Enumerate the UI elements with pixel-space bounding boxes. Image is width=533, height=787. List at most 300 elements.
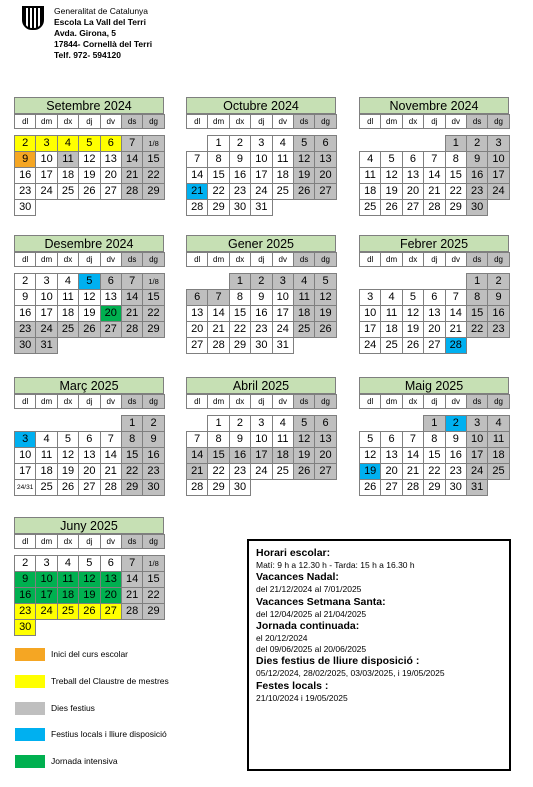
day-cell: 20 (100, 168, 121, 184)
legend-item (15, 728, 245, 742)
day-cell: 17 (466, 448, 487, 464)
day-cell: 18 (293, 306, 314, 322)
day-cell: 28 (100, 480, 121, 496)
legend-swatch-start (15, 648, 45, 661)
week-row (187, 448, 337, 464)
day-cell: 19 (293, 168, 314, 184)
day-cell: 8 (466, 290, 487, 306)
day-cell: 2 (143, 416, 164, 432)
weekday-label: dm (381, 253, 402, 267)
day-cell: 2 (488, 274, 509, 290)
weekday-label: dl (360, 395, 381, 409)
day-cell: 29 (143, 184, 164, 200)
weekday-label: dx (57, 253, 78, 267)
day-cell: 13 (187, 306, 208, 322)
day-cell: 1 (466, 274, 487, 290)
day-cell: 24/31 (15, 480, 36, 496)
day-cell: 23 (15, 184, 36, 200)
day-cell: 19 (293, 448, 314, 464)
day-cell: 26 (402, 338, 423, 354)
day-cell: 4 (57, 556, 78, 572)
day-cell: 11 (381, 306, 402, 322)
day-cell: 10 (251, 432, 272, 448)
day-cell: 21 (187, 464, 208, 480)
legend-item (15, 675, 245, 689)
weekday-label: dx (402, 395, 423, 409)
legend-item (15, 755, 245, 769)
week-row (360, 152, 510, 168)
day-cell: 10 (36, 290, 57, 306)
day-cell: 1 (445, 136, 466, 152)
day-cell: 30 (466, 200, 487, 216)
week-row (360, 416, 510, 432)
day-cell: 8 (208, 152, 229, 168)
month-calendar (14, 377, 164, 496)
day-cell: 30 (445, 480, 466, 496)
day-cell: 30 (143, 480, 164, 496)
day-cell: 28 (121, 604, 142, 620)
week-row (187, 480, 337, 496)
weekday-label: dg (315, 395, 336, 409)
day-cell: 9 (15, 572, 36, 588)
day-cell: 2 (15, 556, 36, 572)
day-cell: 27 (315, 184, 336, 200)
day-cell: 29 (445, 200, 466, 216)
weekday-label: dl (187, 115, 208, 129)
day-cell: 7 (121, 274, 142, 290)
day-cell: 25 (488, 464, 509, 480)
day-cell: 18 (57, 168, 78, 184)
header-line: Avda. Girona, 5 (54, 28, 117, 38)
day-cell: 5 (293, 416, 314, 432)
day-cell: 23 (229, 464, 250, 480)
day-cell: 30 (15, 338, 36, 354)
week-row (15, 464, 165, 480)
month-grid (186, 394, 337, 496)
week-row (360, 480, 510, 496)
day-cell: 13 (315, 152, 336, 168)
weekday-label: dv (272, 395, 293, 409)
day-cell: 3 (272, 274, 293, 290)
day-cell: 23 (251, 322, 272, 338)
day-cell: 29 (143, 322, 164, 338)
legend-label: Treball del Claustre de mestres (51, 676, 169, 686)
month-grid (359, 114, 510, 216)
day-cell: 29 (424, 480, 445, 496)
day-cell: 17 (36, 168, 57, 184)
day-cell: 24 (36, 322, 57, 338)
day-cell: 6 (381, 432, 402, 448)
weekday-label: dl (187, 395, 208, 409)
day-cell: 16 (466, 168, 487, 184)
month-title: Novembre 2024 (359, 97, 509, 114)
day-cell: 6 (100, 274, 121, 290)
weekday-label: dl (15, 115, 36, 129)
month-calendar (14, 97, 164, 216)
day-cell: 9 (229, 432, 250, 448)
day-cell: 2 (15, 274, 36, 290)
day-cell: 19 (79, 306, 100, 322)
day-cell: 21 (121, 588, 142, 604)
week-row (15, 290, 165, 306)
santa-text: del 12/04/2025 al 21/04/2025 (256, 608, 367, 619)
week-row (360, 464, 510, 480)
day-cell: 16 (488, 306, 509, 322)
day-cell: 11 (57, 290, 78, 306)
day-cell: 23 (15, 322, 36, 338)
day-cell: 22 (229, 322, 250, 338)
day-cell: 18 (57, 306, 78, 322)
day-cell: 12 (79, 290, 100, 306)
legend-label: Festius locals i lliure disposició (51, 729, 167, 739)
weekday-label: ds (466, 115, 487, 129)
day-cell: 8 (229, 290, 250, 306)
day-cell: 17 (251, 168, 272, 184)
weekday-label: dj (424, 395, 445, 409)
weekday-label: dx (402, 115, 423, 129)
week-row (187, 274, 337, 290)
week-row (15, 448, 165, 464)
jornada-heading: Jornada continuada: (256, 619, 360, 632)
weekday-label: dg (488, 253, 509, 267)
weekday-label: dm (36, 253, 57, 267)
day-cell: 24 (488, 184, 509, 200)
month-calendar (186, 97, 336, 216)
week-row (187, 322, 337, 338)
weekday-label: dv (272, 115, 293, 129)
legend-label: Inici del curs escolar (51, 649, 129, 659)
day-cell: 11 (57, 152, 78, 168)
generalitat-logo (22, 6, 44, 30)
day-cell: 29 (208, 200, 229, 216)
week-row (360, 136, 510, 152)
day-cell: 25 (272, 464, 293, 480)
weekday-header-row (187, 253, 337, 267)
week-row (187, 136, 337, 152)
day-cell: 5 (79, 556, 100, 572)
day-cell: 5 (79, 136, 100, 152)
week-row (187, 152, 337, 168)
month-calendar (14, 517, 164, 636)
day-cell: 12 (57, 448, 78, 464)
weekday-label: dv (100, 253, 121, 267)
day-cell: 9 (15, 152, 36, 168)
week-row (360, 322, 510, 338)
day-cell: 19 (381, 184, 402, 200)
day-cell: 19 (315, 306, 336, 322)
day-cell: 7 (445, 290, 466, 306)
day-cell: 13 (100, 152, 121, 168)
day-cell: 2 (466, 136, 487, 152)
jornada-text-2: del 09/06/2025 al 20/06/2025 (256, 644, 367, 655)
day-cell: 28 (424, 200, 445, 216)
day-cell: 21 (402, 464, 423, 480)
day-cell: 1/8 (143, 136, 164, 152)
month-calendar (359, 235, 509, 354)
day-cell: 18 (488, 448, 509, 464)
day-cell: 14 (121, 152, 142, 168)
day-cell: 24 (36, 604, 57, 620)
day-cell: 18 (272, 448, 293, 464)
day-cell: 27 (381, 480, 402, 496)
day-cell: 8 (424, 432, 445, 448)
month-grid (186, 114, 337, 216)
week-row (187, 306, 337, 322)
day-cell: 19 (79, 168, 100, 184)
day-cell: 15 (121, 448, 142, 464)
day-cell: 27 (315, 464, 336, 480)
weekday-label: dj (79, 115, 100, 129)
day-cell: 22 (143, 306, 164, 322)
weekday-label: dx (229, 395, 250, 409)
week-row (187, 168, 337, 184)
day-cell: 27 (100, 184, 121, 200)
weekday-label: dm (381, 395, 402, 409)
day-cell: 19 (360, 464, 381, 480)
weekday-label: dx (57, 115, 78, 129)
weekday-label: ds (293, 253, 314, 267)
weekday-label: ds (121, 253, 142, 267)
week-row (15, 556, 165, 572)
day-cell: 20 (402, 184, 423, 200)
day-cell: 17 (15, 464, 36, 480)
day-cell: 21 (445, 322, 466, 338)
day-cell: 16 (251, 306, 272, 322)
weekday-label: dl (15, 395, 36, 409)
day-cell: 18 (381, 322, 402, 338)
day-cell: 20 (100, 588, 121, 604)
week-row (15, 588, 165, 604)
weekday-header-row (360, 253, 510, 267)
nadal-text: del 21/12/2024 al 7/01/2025 (256, 584, 362, 595)
day-cell: 7 (121, 556, 142, 572)
day-cell: 7 (424, 152, 445, 168)
day-cell: 16 (15, 168, 36, 184)
weekday-label: dj (251, 253, 272, 267)
day-cell: 8 (445, 152, 466, 168)
day-cell: 22 (121, 464, 142, 480)
day-cell: 30 (229, 200, 250, 216)
day-cell: 15 (424, 448, 445, 464)
week-row (360, 184, 510, 200)
day-cell: 26 (79, 184, 100, 200)
day-cell: 29 (208, 480, 229, 496)
day-cell: 12 (293, 152, 314, 168)
day-cell: 11 (57, 572, 78, 588)
week-row (187, 416, 337, 432)
day-cell: 30 (229, 480, 250, 496)
day-cell: 14 (445, 306, 466, 322)
day-cell: 29 (229, 338, 250, 354)
weekday-label: ds (466, 253, 487, 267)
day-cell: 5 (57, 432, 78, 448)
week-row (15, 338, 165, 354)
month-calendar (186, 235, 336, 354)
day-cell: 3 (36, 274, 57, 290)
day-cell: 26 (293, 464, 314, 480)
day-cell: 3 (466, 416, 487, 432)
jornada-text-1: el 20/12/2024 (256, 632, 308, 643)
day-cell: 10 (360, 306, 381, 322)
day-cell: 22 (466, 322, 487, 338)
lliure-text: 05/12/2024, 28/02/2025, 03/03/2025, i 19/05/2025 (256, 668, 445, 679)
day-cell: 15 (143, 290, 164, 306)
day-cell: 20 (79, 464, 100, 480)
day-cell: 21 (121, 168, 142, 184)
day-cell: 25 (57, 184, 78, 200)
day-cell: 9 (143, 432, 164, 448)
day-cell: 19 (402, 322, 423, 338)
day-cell: 19 (79, 588, 100, 604)
day-cell: 28 (445, 338, 466, 354)
day-cell: 5 (79, 274, 100, 290)
legend-label: Dies festius (51, 703, 95, 713)
day-cell: 9 (466, 152, 487, 168)
day-cell: 27 (79, 480, 100, 496)
week-row (15, 136, 165, 152)
weekday-label: dg (488, 395, 509, 409)
day-cell: 31 (251, 200, 272, 216)
day-cell: 15 (208, 448, 229, 464)
day-cell: 7 (187, 152, 208, 168)
day-cell: 9 (15, 290, 36, 306)
day-cell: 16 (229, 168, 250, 184)
legend-swatch-holidays (15, 702, 45, 715)
month-title: Desembre 2024 (14, 235, 164, 252)
day-cell: 22 (424, 464, 445, 480)
weekday-label: dv (272, 253, 293, 267)
week-row (15, 306, 165, 322)
week-row (15, 416, 165, 432)
week-row (15, 152, 165, 168)
weekday-label: dj (251, 115, 272, 129)
weekday-label: ds (121, 115, 142, 129)
day-cell: 20 (315, 448, 336, 464)
weekday-header-row (15, 395, 165, 409)
day-cell: 2 (445, 416, 466, 432)
day-cell: 12 (402, 306, 423, 322)
weekday-label: dx (57, 395, 78, 409)
weekday-label: dx (229, 115, 250, 129)
month-title: Febrer 2025 (359, 235, 509, 252)
day-cell: 25 (57, 604, 78, 620)
weekday-header-row (187, 395, 337, 409)
weekday-label: dg (315, 253, 336, 267)
day-cell: 21 (121, 306, 142, 322)
weekday-label: dg (315, 115, 336, 129)
day-cell: 26 (79, 322, 100, 338)
weekday-label: dj (424, 115, 445, 129)
day-cell: 13 (381, 448, 402, 464)
legend-swatch-intensive (15, 755, 45, 768)
weekday-label: dx (229, 253, 250, 267)
weekday-label: dg (143, 253, 164, 267)
weekday-label: dj (251, 395, 272, 409)
day-cell: 17 (360, 322, 381, 338)
weekday-label: dm (208, 395, 229, 409)
weekday-label: dg (143, 535, 164, 549)
day-cell: 17 (251, 448, 272, 464)
weekday-label: ds (121, 395, 142, 409)
day-cell: 24 (251, 464, 272, 480)
day-cell: 15 (229, 306, 250, 322)
weekday-header-row (360, 395, 510, 409)
day-cell: 2 (229, 136, 250, 152)
day-cell: 22 (445, 184, 466, 200)
month-title: Abril 2025 (186, 377, 336, 394)
weekday-label: dl (360, 115, 381, 129)
day-cell: 15 (143, 152, 164, 168)
day-cell: 6 (187, 290, 208, 306)
week-row (187, 184, 337, 200)
horari-text: Matí: 9 h a 12.30 h - Tarda: 15 h a 16.30 h (256, 560, 415, 570)
week-row (187, 338, 337, 354)
day-cell: 16 (229, 448, 250, 464)
day-cell: 14 (208, 306, 229, 322)
day-cell: 6 (424, 290, 445, 306)
day-cell: 27 (100, 604, 121, 620)
day-cell: 4 (272, 136, 293, 152)
day-cell: 12 (381, 168, 402, 184)
week-row (15, 604, 165, 620)
month-grid (14, 394, 165, 496)
day-cell: 3 (251, 416, 272, 432)
day-cell: 6 (79, 432, 100, 448)
day-cell: 21 (100, 464, 121, 480)
week-row (187, 464, 337, 480)
day-cell: 7 (208, 290, 229, 306)
school-info-box (247, 539, 511, 771)
day-cell: 20 (381, 464, 402, 480)
day-cell: 31 (36, 338, 57, 354)
week-row (187, 290, 337, 306)
day-cell: 27 (187, 338, 208, 354)
day-cell: 1/8 (143, 556, 164, 572)
week-row (15, 480, 165, 496)
weekday-label: dv (100, 395, 121, 409)
weekday-label: dj (424, 253, 445, 267)
day-cell: 14 (424, 168, 445, 184)
legend-item (15, 648, 245, 662)
weekday-label: dx (57, 535, 78, 549)
day-cell: 15 (466, 306, 487, 322)
day-cell: 1 (208, 136, 229, 152)
month-title: Setembre 2024 (14, 97, 164, 114)
day-cell: 26 (360, 480, 381, 496)
day-cell: 25 (360, 200, 381, 216)
day-cell: 28 (121, 184, 142, 200)
week-row (15, 432, 165, 448)
day-cell: 4 (272, 416, 293, 432)
weekday-label: dg (488, 115, 509, 129)
day-cell: 9 (488, 290, 509, 306)
weekday-label: dj (79, 395, 100, 409)
day-cell: 11 (488, 432, 509, 448)
weekday-label: ds (293, 395, 314, 409)
week-row (360, 168, 510, 184)
week-row (360, 448, 510, 464)
day-cell: 5 (402, 290, 423, 306)
weekday-label: dg (143, 115, 164, 129)
month-calendar (359, 377, 509, 496)
day-cell: 3 (36, 556, 57, 572)
day-cell: 7 (187, 432, 208, 448)
month-grid (14, 114, 165, 216)
day-cell: 8 (208, 432, 229, 448)
day-cell: 22 (143, 168, 164, 184)
day-cell: 20 (187, 322, 208, 338)
day-cell: 12 (79, 152, 100, 168)
